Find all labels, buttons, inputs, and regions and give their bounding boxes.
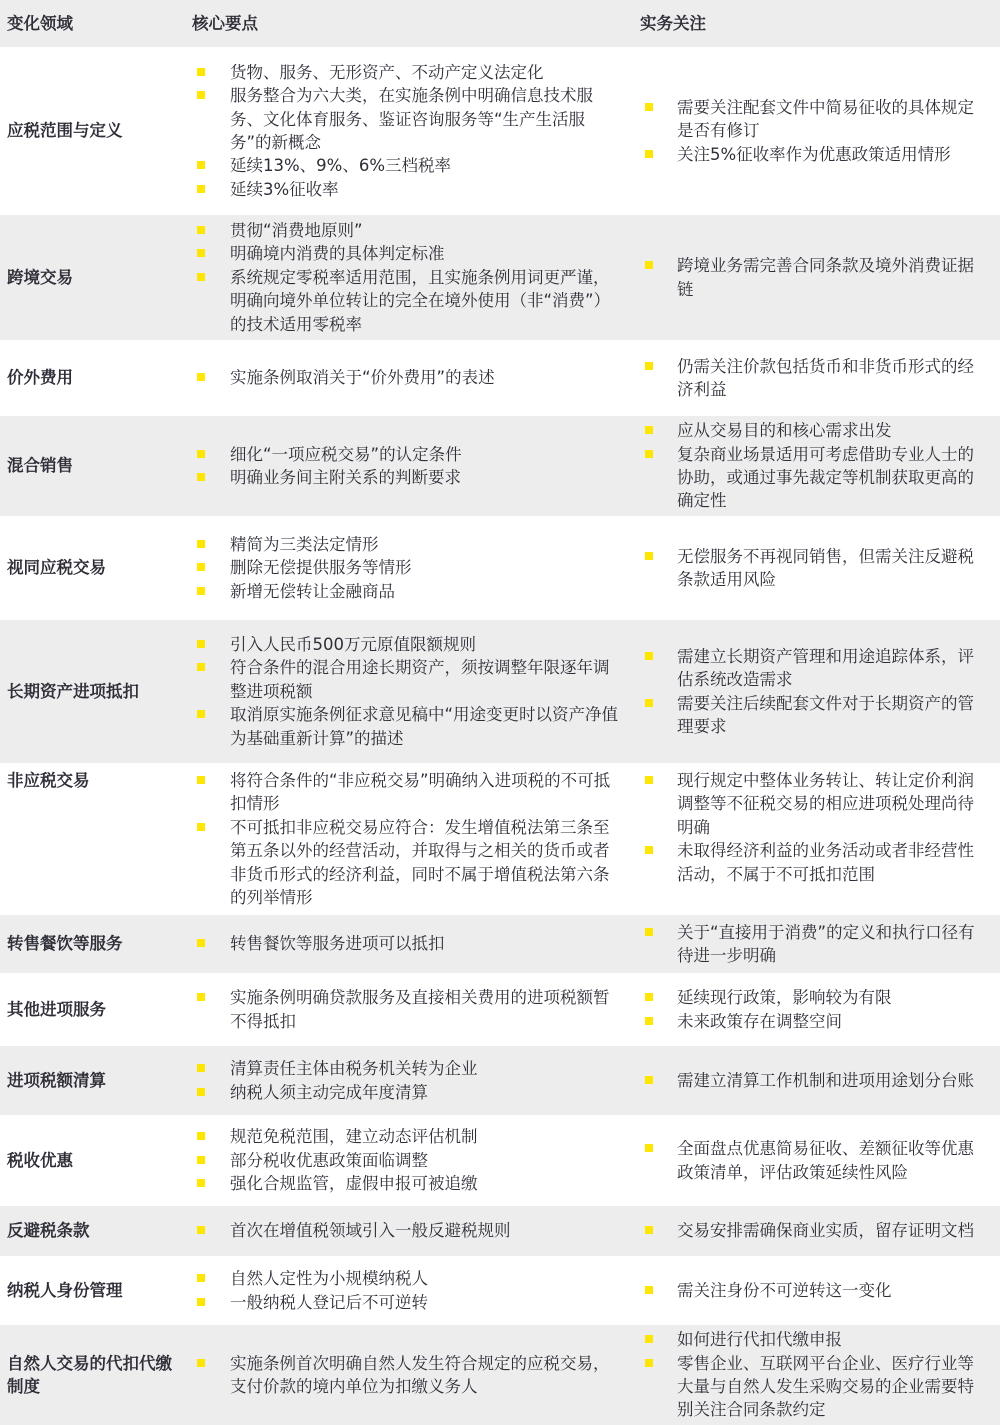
row-points — [180, 1325, 630, 1425]
bullet-item — [190, 366, 630, 389]
bullet-text: 取消原实施条例征求意见稿中“用途变更时以资产净值为基础重新计算”的描述 — [230, 705, 619, 748]
bullet-item — [190, 656, 630, 703]
row-area: 价外费用 — [7, 368, 73, 388]
bullet-item — [190, 242, 630, 265]
bullet-icon — [197, 1226, 205, 1234]
bullet-icon — [197, 1179, 205, 1187]
bullet-item — [630, 1069, 1000, 1092]
row-points — [180, 47, 630, 215]
bullet-icon — [645, 1359, 653, 1367]
bullet-icon — [645, 426, 653, 434]
bullet-item — [190, 580, 630, 603]
bullet-text: 明确境内消费的具体判定标准 — [230, 244, 445, 264]
row-area: 视同应税交易 — [7, 558, 106, 578]
row-area: 其他进项服务 — [7, 999, 106, 1019]
bullet-item — [630, 96, 1000, 143]
bullet-icon — [197, 710, 205, 718]
bullet-icon — [197, 1274, 205, 1282]
bullet-item — [630, 545, 1000, 592]
bullet-icon — [197, 249, 205, 257]
bullet-text: 现行规定中整体业务转让、转让定价利润调整等不征税交易的相应进项税处理尚待明确 — [677, 771, 974, 837]
bullet-icon — [197, 663, 205, 671]
row-focus — [630, 416, 1000, 516]
header-focus: 实务关注 — [630, 0, 1000, 47]
table-row — [0, 215, 1000, 340]
row-area: 长期资产进项抵扣 — [0, 620, 180, 763]
header-row — [0, 0, 1000, 47]
bullet-item — [190, 84, 630, 154]
bullet-item — [190, 219, 630, 242]
bullet-item — [630, 443, 1000, 513]
bullet-item — [190, 178, 630, 201]
bullet-icon — [645, 362, 653, 370]
row-points — [180, 763, 630, 915]
row-focus — [630, 1206, 1000, 1256]
bullet-text: 需建立清算工作机制和进项用途划分台账 — [677, 1070, 974, 1090]
row-focus — [630, 215, 1000, 340]
table-row — [0, 340, 1000, 416]
bullet-text: 延续13%、9%、6%三档税率 — [230, 156, 452, 176]
row-area: 纳税人身份管理 — [7, 1280, 123, 1300]
table-row — [0, 1206, 1000, 1256]
row-focus — [630, 47, 1000, 215]
bullet-icon — [197, 1132, 205, 1140]
row-focus — [630, 1115, 1000, 1206]
table-row — [0, 1256, 1000, 1325]
bullet-text: 需要关注后续配套文件对于长期资产的管理要求 — [677, 693, 974, 736]
bullet-icon — [645, 150, 653, 158]
bullet-text: 应从交易目的和核心需求出发 — [677, 421, 892, 441]
bullet-item — [190, 769, 630, 816]
bullet-icon — [197, 587, 205, 595]
bullet-text: 全面盘点优惠简易征收、差额征收等优惠政策清单，评估政策延续性风险 — [677, 1139, 974, 1182]
table-row — [0, 763, 1000, 915]
bullet-item — [190, 1125, 630, 1148]
bullet-text: 将符合条件的“非应税交易”明确纳入进项税的不可抵扣情形 — [230, 771, 611, 814]
row-points — [180, 620, 630, 763]
bullet-icon — [197, 1064, 205, 1072]
bullet-text: 实施条例取消关于“价外费用”的表述 — [230, 368, 495, 388]
bullet-text: 需关注身份不可逆转这一变化 — [677, 1280, 892, 1300]
row-area: 混合销售 — [0, 416, 180, 516]
bullet-text: 实施条例明确贷款服务及直接相关费用的进项税额暂不得抵扣 — [230, 988, 610, 1031]
row-area: 反避税条款 — [0, 1206, 180, 1256]
bullet-text: 无偿服务不再视同销售，但需关注反避税条款适用风险 — [677, 546, 974, 589]
bullet-text: 一般纳税人登记后不可逆转 — [230, 1292, 428, 1312]
bullet-icon — [645, 652, 653, 660]
table-row — [0, 47, 1000, 215]
bullet-text: 新增无偿转让金融商品 — [230, 581, 395, 601]
bullet-item — [190, 816, 630, 910]
bullet-text: 实施条例首次明确自然人发生符合规定的应税交易，支付价款的境内单位为扣缴义务人 — [230, 1353, 610, 1396]
bullet-icon — [197, 640, 205, 648]
bullet-icon — [197, 993, 205, 1001]
bullet-item — [630, 1219, 1000, 1242]
bullet-icon — [197, 1298, 205, 1306]
row-focus — [630, 915, 1000, 973]
row-area: 自然人交易的代扣代缴制度 — [0, 1325, 180, 1425]
bullet-text: 仍需关注价款包括货币和非货币形式的经济利益 — [677, 356, 974, 399]
bullet-text: 跨境业务需完善合同条款及境外消费证据链 — [677, 256, 974, 299]
bullet-text: 自然人定性为小规模纳税人 — [230, 1269, 428, 1289]
bullet-text: 首次在增值税领域引入一般反避税规则 — [230, 1221, 511, 1241]
row-focus — [630, 340, 1000, 416]
bullet-icon — [197, 1088, 205, 1096]
bullet-item — [190, 154, 630, 177]
bullet-text: 系统规定零税率适用范围，且实施条例用词更严谨，明确向境外单位转让的完全在境外使用（非“消费”）的技术适用零税率 — [230, 267, 611, 334]
bullet-item — [630, 1279, 1000, 1302]
table-row — [0, 1325, 1000, 1425]
bullet-text: 服务整合为六大类，在实施条例中明确信息技术服务、文化体育服务、鉴证咨询服务等“生产生活服务”的新概念 — [230, 86, 593, 152]
bullet-item — [630, 1352, 1000, 1422]
bullet-text: 延续现行政策，影响较为有限 — [677, 988, 892, 1008]
bullet-icon — [645, 1226, 653, 1234]
row-area: 税收优惠 — [7, 1150, 73, 1170]
bullet-item — [190, 932, 630, 955]
row-points — [180, 340, 630, 416]
bullet-icon — [645, 1286, 653, 1294]
bullet-text: 货物、服务、无形资产、不动产定义法定化 — [230, 62, 544, 82]
bullet-item — [190, 1291, 630, 1314]
bullet-text: 需建立长期资产管理和用途追踪体系，评估系统改造需求 — [677, 646, 974, 690]
bullet-icon — [645, 1144, 653, 1152]
bullet-item — [630, 921, 1000, 968]
bullet-icon — [197, 563, 205, 571]
bullet-icon — [197, 273, 205, 281]
bullet-item — [190, 1081, 630, 1104]
bullet-item — [190, 633, 630, 656]
table-row — [0, 973, 1000, 1046]
bullet-item — [190, 1267, 630, 1290]
bullet-item — [630, 692, 1000, 739]
bullet-icon — [197, 185, 205, 193]
bullet-icon — [645, 1076, 653, 1084]
bullet-text: 清算责任主体由税务机关转为企业 — [230, 1059, 478, 1079]
bullet-item — [630, 419, 1000, 442]
row-focus — [630, 973, 1000, 1046]
bullet-icon — [197, 373, 205, 381]
bullet-text: 强化合规监管，虚假申报可被追缴 — [230, 1174, 478, 1194]
bullet-icon — [645, 846, 653, 854]
bullet-icon — [197, 91, 205, 99]
bullet-icon — [645, 261, 653, 269]
bullet-item — [630, 143, 1000, 166]
bullet-text: 细化“一项应税交易”的认定条件 — [230, 444, 462, 464]
header-area: 变化领域 — [0, 0, 180, 47]
bullet-item — [190, 556, 630, 579]
bullet-item — [630, 769, 1000, 839]
row-area: 非应税交易 — [7, 771, 90, 790]
row-points — [180, 915, 630, 973]
table-row — [0, 915, 1000, 973]
bullet-item — [190, 1219, 630, 1242]
bullet-text: 部分税收优惠政策面临调整 — [230, 1150, 428, 1170]
bullet-icon — [645, 699, 653, 707]
row-area: 转售餐饮等服务 — [0, 915, 180, 973]
bullet-text: 不可抵扣非应税交易应符合：发生增值税法第三条至第五条以外的经营活动，并取得与之相关的货币或者非货币形式的经济利益，同时不属于增值税法第六条的列举情形 — [230, 817, 610, 908]
row-points — [180, 1256, 630, 1325]
bullet-item — [630, 839, 1000, 886]
bullet-text: 需要关注配套文件中简易征收的具体规定是否有修订 — [677, 97, 974, 141]
bullet-text: 交易安排需确保商业实质，留存证明文档 — [677, 1221, 974, 1241]
bullet-icon — [197, 776, 205, 784]
bullet-text: 规范免税范围，建立动态评估机制 — [230, 1127, 478, 1147]
row-points — [180, 1046, 630, 1115]
row-points — [180, 215, 630, 340]
row-points — [180, 1115, 630, 1206]
bullet-text: 未来政策存在调整空间 — [677, 1011, 842, 1031]
bullet-item — [630, 1010, 1000, 1033]
bullet-text: 关注5%征收率作为优惠政策适用情形 — [677, 144, 951, 164]
bullet-text: 延续3%征收率 — [230, 179, 339, 199]
bullet-text: 精简为三类法定情形 — [230, 534, 379, 554]
bullet-item — [190, 466, 630, 489]
bullet-item — [190, 61, 630, 84]
bullet-item — [630, 645, 1000, 692]
bullet-item — [190, 703, 630, 750]
row-points — [180, 416, 630, 516]
bullet-text: 贯彻“消费地原则” — [230, 220, 363, 240]
bullet-item — [190, 1172, 630, 1195]
bullet-icon — [197, 540, 205, 548]
bullet-icon — [197, 161, 205, 169]
bullet-icon — [645, 1335, 653, 1343]
header-points: 核心要点 — [180, 0, 630, 47]
table-row — [0, 516, 1000, 620]
row-area: 应税范围与定义 — [7, 121, 123, 141]
bullet-icon — [645, 1017, 653, 1025]
bullet-icon — [645, 552, 653, 560]
bullet-item — [190, 986, 630, 1033]
row-focus — [630, 516, 1000, 620]
bullet-text: 符合条件的混合用途长期资产，须按调整年限逐年调整进项税额 — [230, 658, 610, 701]
bullet-text: 纳税人须主动完成年度清算 — [230, 1082, 428, 1102]
row-focus — [630, 1046, 1000, 1115]
bullet-text: 转售餐饮等服务进项可以抵扣 — [230, 934, 445, 954]
bullet-item — [190, 443, 630, 466]
bullet-item — [630, 1137, 1000, 1184]
bullet-item — [630, 1328, 1000, 1351]
bullet-icon — [645, 928, 653, 936]
bullet-text: 关于“直接用于消费”的定义和执行口径有待进一步明确 — [677, 922, 975, 965]
table-row — [0, 1115, 1000, 1206]
row-points — [180, 516, 630, 620]
bullet-item — [630, 986, 1000, 1009]
bullet-icon — [197, 939, 205, 947]
bullet-item — [190, 266, 630, 336]
bullet-icon — [197, 226, 205, 234]
row-area: 跨境交易 — [0, 215, 180, 340]
bullet-item — [630, 254, 1000, 301]
bullet-icon — [645, 776, 653, 784]
bullet-icon — [197, 823, 205, 831]
bullet-item — [190, 1057, 630, 1080]
bullet-icon — [197, 1359, 205, 1367]
bullet-text: 复杂商业场景适用可考虑借助专业人士的协助，或通过事先裁定等机制获取更高的确定性 — [677, 444, 974, 511]
bullet-text: 删除无偿提供服务等情形 — [230, 558, 412, 578]
bullet-icon — [645, 103, 653, 111]
row-points — [180, 1206, 630, 1256]
bullet-icon — [197, 1156, 205, 1164]
bullet-text: 零售企业、互联网平台企业、医疗行业等大量与自然人发生采购交易的企业需要特别关注合同条款约定 — [677, 1353, 974, 1420]
row-focus — [630, 620, 1000, 763]
table-row — [0, 620, 1000, 763]
bullet-text: 引入人民币500万元原值限额规则 — [230, 634, 476, 654]
row-focus — [630, 763, 1000, 915]
bullet-item — [190, 533, 630, 556]
bullet-icon — [197, 450, 205, 458]
row-points — [180, 973, 630, 1046]
bullet-icon — [197, 68, 205, 76]
bullet-text: 明确业务间主附关系的判断要求 — [230, 468, 461, 487]
row-area: 进项税额清算 — [0, 1046, 180, 1115]
bullet-item — [190, 1352, 630, 1399]
bullet-item — [190, 1149, 630, 1172]
bullet-item — [630, 355, 1000, 402]
table-row — [0, 1046, 1000, 1115]
row-focus — [630, 1325, 1000, 1425]
bullet-text: 如何进行代扣代缴申报 — [677, 1330, 842, 1350]
bullet-text: 未取得经济利益的业务活动或者非经营性活动，不属于不可抵扣范围 — [677, 841, 974, 884]
table-row — [0, 416, 1000, 516]
bullet-icon — [197, 473, 205, 481]
bullet-icon — [645, 450, 653, 458]
bullet-icon — [645, 993, 653, 1001]
row-focus — [630, 1256, 1000, 1325]
